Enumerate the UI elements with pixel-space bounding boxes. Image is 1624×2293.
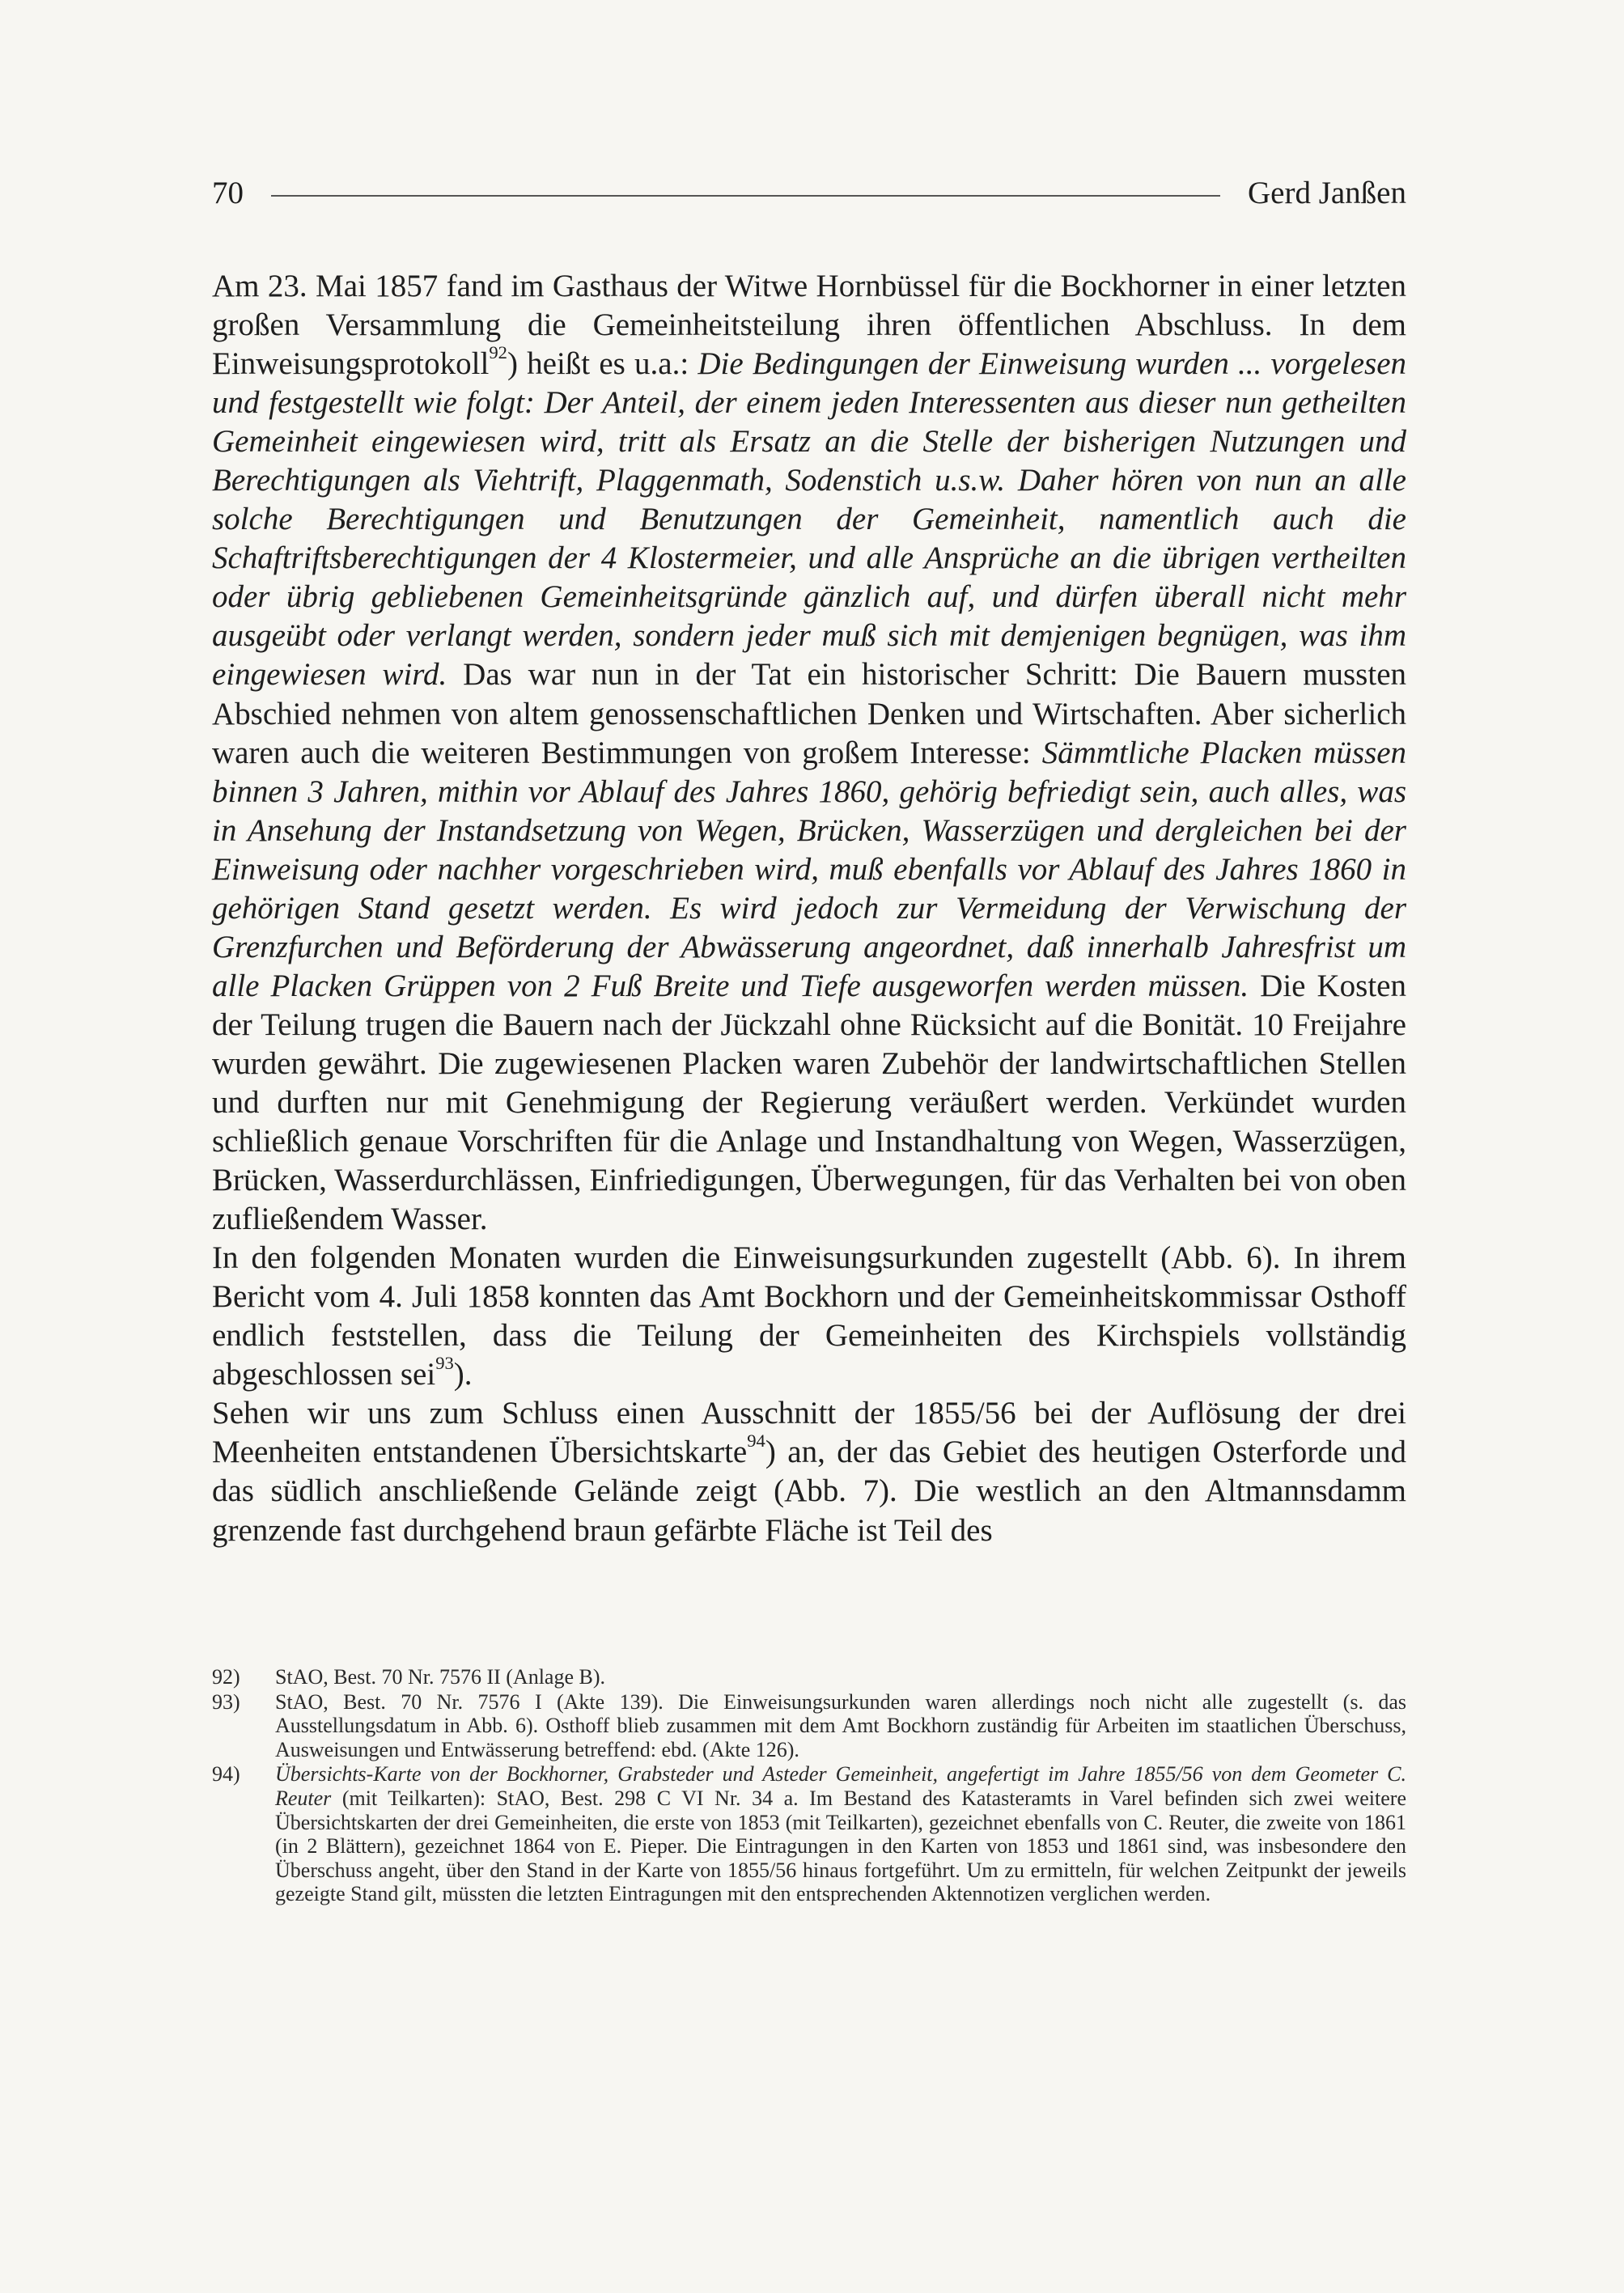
paragraph-uebersichtskarte — [212, 1394, 1406, 1549]
footnote-ref-94[interactable]: 94 — [747, 1430, 765, 1452]
text-run: ). — [453, 1357, 473, 1392]
text-run: Die Kosten der Teilung trugen die Bauern nach der Jückzahl ohne Rücksicht auf die Bonität. 10 Freijahre wurden gewährt. Die zugewiesenen Placken waren Zubehör der landwirtschaftlichen Stellen und durften nur mit Genehmigung der Regierung veräußert werden. Verkündet wurden schließlich genaue Vorschriften für die Anlage und Instandhaltung von Wegen, Wasserzügen, Brücken, Wasserdurchlässen, Einfriedigungen, Überwegungen, für das Verhalten bei von oben zufließendem Wasser. — [212, 968, 1406, 1237]
text-run: Sehen wir uns zum Schluss einen Ausschnitt der 1855/56 bei der Auflösung der drei Meenheiten entstandenen Übersichtskarte — [212, 1396, 1406, 1470]
text-run: Am 23. Mai 1857 fand im Gasthaus der Witwe Hornbüssel für die Bockhorner in einer letzten großen Versammlung die Gemeinheitsteilung ihren öffentlichen Abschluss. In dem Einweisungsprotokoll — [212, 269, 1406, 382]
quote-einweisung-bedingungen: Die Bedingungen der Einweisung wurden ... vorgelesen und festgestellt wie folgt: Der Anteil, der einem jeden Interessenten aus dieser nun getheilten Gemeinheit eingewiesen wird, tritt als Ersatz an die Stelle der bisherigen Nutzungen und Berechtigungen als Viehtrift, Plaggenmath, Sodenstich u.s.w. Daher hören von nun an alle solche Berechtigungen und Benutzungen der Gemeinheit, namentlich auch die Schaftriftsberechtigungen der 4 Klostermeier, und alle Ansprüche an die übrigen vertheilten oder übrig gebliebenen Gemeinheitsgründe gänzlich auf, und dürfen überall nicht mehr ausgeübt oder verlangt werden, sondern jeder muß sich mit demjenigen begnügen, was ihm eingewiesen wird. — [212, 346, 1407, 693]
footnote-ref-92[interactable]: 92 — [489, 341, 507, 362]
footnote-94 — [212, 1762, 1406, 1906]
footnote-number: 93) — [212, 1689, 240, 1714]
text-run: ) an, der das Gebiet des heutigen Osterforde und das südlich anschließende Gelände zeigt (Abb. 7). Die westlich an den Altmannsdamm grenzende fast durchgehend braun gefärbte Fläche ist Teil des — [212, 1435, 1406, 1548]
footnote-text: StAO, Best. 70 Nr. 7576 II (Anlage B). — [275, 1665, 606, 1689]
footnote-text-run: (mit Teilkarten): StAO, Best. 298 C VI Nr. 34 a. Im Bestand des Katasteramts in Varel befinden sich zwei weitere Übersichtskarten der drei Gemeinheiten, die erste von 1853 (mit Teilkarten), gezeichnet ebenfalls von C. Reuter, die zweite von 1861 (in 2 Blättern), gezeichnet 1864 von E. Pieper. Die Eintragungen in den Karten von 1853 und 1861 sind, was insbesondere den Überschuss angeht, über den Stand in der Karte von 1855/56 hinaus fortgeführt. Um zu ermitteln, für welchen Zeitpunkt der jeweils gezeigte Stand gilt, müssten die letzten Eintragungen mit den entsprechenden Aktennotizen verglichen werden. — [275, 1786, 1406, 1906]
header-rule — [271, 195, 1220, 197]
footnote-93 — [212, 1690, 1406, 1762]
footnote-ref-93[interactable]: 93 — [435, 1353, 454, 1374]
map-title: Übersichts-Karte von der Bockhorner, Grabsteder und Asteder Gemeinheit, angefertigt im Jahre 1855/56 von dem Geometer C. Reuter — [275, 1762, 1406, 1810]
footnote-number: 94) — [212, 1762, 240, 1787]
text-run: In den folgenden Monaten wurden die Einweisungsurkunden zugestellt (Abb. 6). In ihrem Bericht vom 4. Juli 1858 konnten das Amt Bockhorn und der Gemeinheitskommissar Osthoff endlich feststellen, dass die Teilung der Gemeinheiten des Kirchspiels vollständig abgeschlossen sei — [212, 1240, 1406, 1392]
running-header — [212, 168, 1406, 217]
text-run: ) heißt es u.a.: — [507, 346, 698, 382]
footnote-text — [275, 1762, 1406, 1906]
text-run: Das war nun in der Tat ein historischer Schritt: Die Bauern mussten Abschied nehmen von altem genossenschaftlichen Denken und Wirtschaften. Aber sicherlich waren auch die weiteren Bestimmungen von großem Interesse: — [212, 657, 1407, 770]
footnote-number: 92) — [212, 1665, 240, 1689]
footnotes — [212, 1665, 1406, 1906]
page-number: 70 — [212, 175, 244, 210]
quote-placken-bestimmungen: Sämmtliche Placken müssen binnen 3 Jahren, mithin vor Ablauf des Jahres 1860, gehörig befriedigt sein, auch alles, was in Ansehung der Instandsetzung von Wegen, Brücken, Wasserzügen und dergleichen bei der Einweisung oder nachher vorgeschrieben wird, muß ebenfalls vor Ablauf des Jahres 1860 in gehörigen Stand gesetzt werden. Es wird jedoch zur Vermeidung der Verwischung der Grenzfurchen und Beförderung der Abwässerung angeordnet, daß innerhalb Jahresfrist um alle Placken Grüppen von 2 Fuß Breite und Tiefe ausgeworfen werden müssen. — [212, 735, 1406, 1003]
footnote-text: StAO, Best. 70 Nr. 7576 I (Akte 139). Die Einweisungsurkunden waren allerdings noch nicht alle zugestellt (s. das Ausstellungsdatum in Abb. 6). Osthoff blieb zusammen mit dem Amt Bockhorn zuständig für Arbeiten im staatlichen Überschuss, Ausweisungen und Entwässerung betreffend: ebd. (Akte 126). — [275, 1689, 1406, 1761]
running-author: Gerd Janßen — [1247, 175, 1406, 210]
body-text — [212, 267, 1406, 1550]
footnote-92 — [212, 1665, 1406, 1689]
paragraph-einweisungsurkunden — [212, 1239, 1406, 1394]
paragraph-einweisung — [212, 267, 1406, 1239]
